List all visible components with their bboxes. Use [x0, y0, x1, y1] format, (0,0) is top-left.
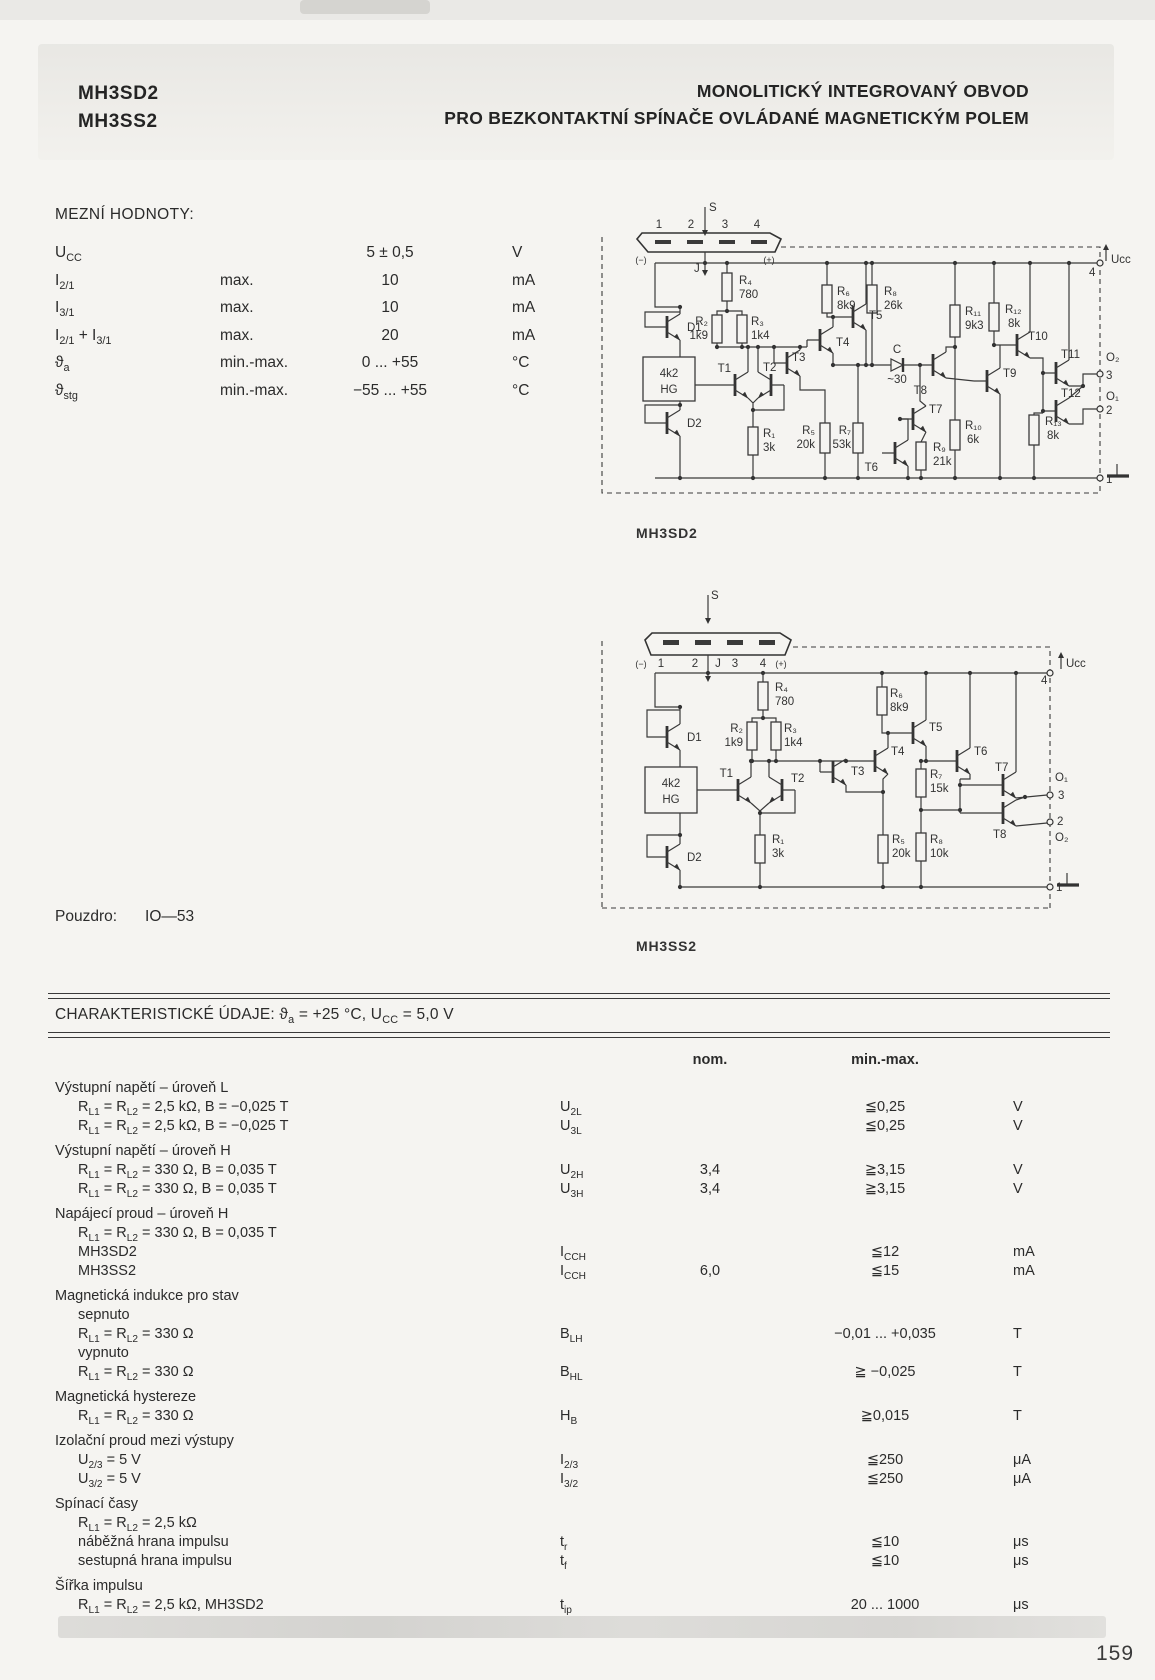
schematic-label: R₁₃: [1045, 416, 1062, 428]
char-row: sepnuto: [78, 1307, 130, 1323]
schematic-label: 8k9: [890, 702, 909, 714]
schematic-label: Ucc: [1066, 658, 1086, 670]
schematic-label: T11: [1061, 349, 1080, 361]
schematic-label: ~30: [887, 374, 907, 386]
schematic-label: T7: [929, 404, 943, 416]
char-row: $R_{L1} = R_{L2} = 2,5$ kΩ, B = −0,025 T $U_{3L}$ ≦0,25 V: [78, 1118, 1023, 1137]
schematic-label: R₇: [838, 425, 851, 437]
schematic-label: (+): [775, 659, 787, 669]
schematic-label: R₇: [930, 769, 943, 781]
char-unit: V: [1013, 1162, 1023, 1178]
schematic-label: 4: [759, 658, 767, 670]
char-unit: μA: [1013, 1471, 1032, 1487]
part-number-2: MH3SS2: [78, 111, 158, 132]
schematic-label: R₁: [772, 834, 785, 846]
char-nom: 3,4: [699, 1162, 721, 1178]
schematic-label: T7: [995, 762, 1009, 774]
scan-smudge-blob: [300, 0, 430, 14]
schematic-label: C: [892, 344, 902, 356]
char-table-title: CHARAKTERISTICKÉ ÚDAJE: $ϑ_a = +25$ °C, $U_{CC} = 5,0$ V: [55, 1006, 454, 1027]
schematic-label: O₁: [1106, 391, 1119, 403]
limit-value: 0 ... +55: [361, 354, 419, 372]
schematic-label: 3: [1106, 370, 1113, 382]
schematic-label: HG: [660, 384, 678, 396]
char-row: $U_{3/2} = 5$ V $I_{3/2}$ ≦250 μA: [78, 1471, 1032, 1490]
rule-mid: [48, 1032, 1110, 1038]
char-unit: μA: [1013, 1452, 1032, 1468]
char-symbol: $t_f$: [560, 1553, 567, 1572]
limit-condition: min.-max.: [220, 381, 289, 399]
limit-value: 20: [381, 326, 399, 344]
column-header-nom: nom.: [692, 1052, 728, 1068]
schematic-label: T5: [869, 310, 883, 322]
schematic-label: R₁₀: [965, 420, 982, 432]
limit-symbol: $I_{2/1} + I_{3/1}$: [55, 326, 112, 347]
char-section: [55, 1495, 1115, 1571]
limits-row: [55, 272, 595, 300]
limit-value: 10: [381, 271, 399, 289]
char-symbol: $t_r$: [560, 1534, 568, 1553]
schematic-label: 1k4: [784, 737, 803, 749]
char-row: $U_{2/3} = 5$ V $I_{2/3}$ ≦250 μA: [78, 1452, 1032, 1471]
limits-row: [55, 244, 595, 272]
schematic-label: 4k2: [659, 368, 679, 380]
schematic-label: J: [694, 263, 700, 275]
schematic-label: 2: [691, 658, 699, 670]
schematic-label: 780: [775, 696, 795, 708]
char-section: [55, 1432, 1115, 1489]
limits-row: [55, 354, 595, 382]
schematic-label: 8k9: [837, 300, 856, 312]
schematic-label: 780: [739, 289, 759, 301]
limit-symbol: $U_{CC}$: [55, 244, 82, 265]
char-symbol: $B_{LH}$: [560, 1326, 583, 1345]
char-row: $R_{L1} = R_{L2} = 2,5$ kΩ, MH3SD2 $t_{ip}$ 20 ... 1000 μs: [78, 1597, 1029, 1616]
char-section-title: Napájecí proud – úroveň H: [55, 1206, 229, 1222]
schematic-label: 3: [721, 219, 729, 231]
limit-unit: °C: [512, 381, 530, 399]
char-section: [55, 1079, 1115, 1136]
limits-row: [55, 327, 595, 355]
limit-unit: °C: [512, 354, 530, 372]
schematic-label: O₂: [1055, 832, 1069, 844]
title-line-2: PRO BEZKONTAKTNÍ SPÍNAČE OVLÁDANÉ MAGNETICKÝM POLEM: [444, 108, 1029, 128]
schematic-label: R₂: [730, 723, 743, 735]
schematic-label: T3: [792, 352, 806, 364]
schematic-label: R₆: [890, 688, 903, 700]
schematic-label: (+): [763, 255, 775, 265]
title-line-1: MONOLITICKÝ INTEGROVANÝ OBVOD: [696, 81, 1029, 101]
schematic-label: T1: [719, 768, 733, 780]
package-line: [55, 908, 222, 926]
schematic-label: T6: [974, 746, 988, 758]
char-symbol: $t_{ip}$: [560, 1597, 572, 1616]
char-row: $R_{L1} = R_{L2} = 2,5$ kΩ, B = −0,025 T $U_{2L}$ ≦0,25 V: [78, 1099, 1023, 1118]
schematic-label: T2: [763, 362, 777, 374]
schematic-label: 21k: [933, 456, 952, 468]
schematic-label: T1: [717, 363, 731, 375]
char-section-title: Magnetická indukce pro stav: [55, 1288, 239, 1304]
char-symbol: $I_{2/3}$: [560, 1452, 579, 1471]
char-unit: T: [1013, 1408, 1022, 1424]
char-unit: mA: [1013, 1244, 1035, 1260]
schematic-label: 3: [731, 658, 739, 670]
schematic-label: Ucc: [1111, 254, 1131, 266]
schematic2-caption: MH3SS2: [636, 938, 697, 954]
char-symbol: $U_{3H}$: [560, 1181, 584, 1200]
char-minmax: ≦0,25: [864, 1099, 906, 1115]
char-minmax: ≦12: [870, 1244, 900, 1260]
schematic-label: T4: [836, 337, 850, 349]
char-section: [55, 1205, 1115, 1281]
schematic-label: T5: [929, 722, 943, 734]
schematic-mh3sd2: [595, 195, 1140, 505]
schematic-label: R₄: [775, 682, 788, 694]
limits-row: [55, 382, 595, 410]
limit-symbol: $I_{2/1}$: [55, 271, 75, 292]
char-symbol: $H_B$: [560, 1408, 578, 1427]
scan-smudge-bottom: [58, 1616, 1106, 1638]
schematic-label: 15k: [930, 783, 949, 795]
schematic-label: 3: [1058, 790, 1065, 802]
package-label: Pouzdro:: [55, 908, 118, 925]
schematic-label: 20k: [892, 848, 911, 860]
limit-condition: min.-max.: [220, 354, 289, 372]
schematic-label: 1: [1056, 882, 1063, 894]
char-unit: V: [1013, 1118, 1023, 1134]
char-section-title: Izolační proud mezi výstupy: [55, 1433, 234, 1449]
char-row: MH3SD2 $I_{CCH}$ ≦12 mA: [78, 1244, 1035, 1263]
schematic-label: 2: [1057, 816, 1064, 828]
limits-title: MEZNÍ HODNOTY:: [55, 206, 195, 223]
schematic-label: 2: [1106, 405, 1113, 417]
limit-condition: max.: [220, 299, 254, 317]
char-nom: 3,4: [699, 1181, 721, 1197]
schematic-label: T8: [913, 385, 927, 397]
schematic-label: T2: [791, 773, 805, 785]
schematic-label: R₂: [695, 316, 708, 328]
char-section-title: Výstupní napětí – úroveň H: [55, 1143, 231, 1159]
schematic-label: R₆: [837, 286, 850, 298]
char-row: $R_{L1} = R_{L2} = 330$ Ω, B = 0,035 T $U_{2H}$ 3,4 ≧3,15 V: [78, 1162, 1023, 1181]
char-symbol: $U_{2L}$: [560, 1099, 582, 1118]
char-symbol: $I_{3/2}$: [560, 1471, 579, 1490]
char-unit: T: [1013, 1364, 1022, 1380]
char-symbol: $I_{CCH}$: [560, 1244, 586, 1263]
schematic-label: T8: [993, 829, 1007, 841]
schematic-label: T4: [891, 746, 905, 758]
schematic-label: (−): [635, 255, 647, 265]
char-row: $R_{L1} = R_{L2} = 330$ Ω $B_{HL}$ ≧ −0,025 T: [78, 1364, 1022, 1383]
char-symbol: $U_{2H}$: [560, 1162, 584, 1181]
limits-row: [55, 299, 595, 327]
schematic-label: 10k: [930, 848, 949, 860]
schematic-label: (−): [635, 659, 647, 669]
schematic-label: D2: [687, 418, 702, 430]
char-row: MH3SS2 $I_{CCH}$ 6,0 ≦15 mA: [78, 1263, 1035, 1282]
schematic-label: R₅: [892, 834, 905, 846]
char-row: $R_{L1} = R_{L2} = 330$ Ω $B_{LH}$ −0,01 ... +0,035 T: [78, 1326, 1022, 1345]
char-minmax: ≧0,015: [860, 1408, 910, 1424]
limit-condition: max.: [220, 271, 254, 289]
schematic-label: 2: [687, 219, 695, 231]
char-section: [55, 1388, 1115, 1426]
char-unit: mA: [1013, 1263, 1035, 1279]
schematic-label: O₁: [1055, 772, 1068, 784]
column-header-minmax: min.-max.: [851, 1052, 919, 1068]
limit-value: 5 ± 0,5: [366, 244, 414, 261]
schematic-label: 1k4: [751, 330, 770, 342]
schematic-label: R₈: [930, 834, 944, 846]
char-unit: μs: [1013, 1553, 1029, 1569]
schematic-label: S: [711, 590, 719, 602]
schematic-label: 3k: [763, 442, 776, 454]
char-section-title: Šířka impulsu: [55, 1578, 143, 1594]
schematic-label: D2: [687, 852, 702, 864]
char-section: [55, 1287, 1115, 1382]
page-title: [444, 78, 1029, 132]
limit-unit: V: [512, 244, 523, 261]
char-row: náběžná hrana impulsu $t_r$ ≦10 μs: [78, 1534, 1029, 1553]
char-unit: V: [1013, 1099, 1023, 1115]
char-minmax: ≦15: [870, 1263, 900, 1279]
char-minmax: ≧ −0,025: [854, 1364, 916, 1380]
package-value: IO—53: [145, 908, 195, 925]
schematic-label: HG: [662, 794, 680, 806]
char-minmax: ≦10: [870, 1534, 900, 1550]
schematic-label: 8k: [1047, 430, 1060, 442]
schematic-label: 3k: [772, 848, 785, 860]
char-minmax: 20 ... 1000: [850, 1597, 920, 1613]
schematic-label: T3: [851, 766, 865, 778]
char-minmax: ≦10: [870, 1553, 900, 1569]
schematic-label: O₂: [1106, 352, 1120, 364]
schematic-label: R₈: [884, 286, 898, 298]
scan-smudge-top: [0, 0, 1155, 20]
limit-value: −55 ... +55: [352, 381, 428, 399]
char-symbol: $U_{3L}$: [560, 1118, 582, 1137]
char-symbol: $B_{HL}$: [560, 1364, 583, 1383]
char-symbol: $I_{CCH}$: [560, 1263, 586, 1282]
schematic-label: 1: [1106, 474, 1113, 486]
schematic-label: R₁₂: [1005, 304, 1022, 316]
char-minmax: −0,01 ... +0,035: [834, 1326, 936, 1342]
schematic-label: 1: [655, 219, 663, 231]
char-row: $R_{L1} = R_{L2} = 330$ Ω, B = 0,035 T: [78, 1225, 277, 1244]
schematic-label: 53k: [832, 439, 851, 451]
limit-unit: mA: [512, 326, 536, 344]
limit-unit: mA: [512, 299, 536, 317]
char-table: [55, 1073, 1115, 1615]
char-nom: 6,0: [699, 1263, 721, 1279]
schematic-label: 4: [1089, 267, 1096, 279]
char-row: $R_{L1} = R_{L2} = 330$ Ω, B = 0,035 T $U_{3H}$ 3,4 ≧3,15 V: [78, 1181, 1023, 1200]
schematic-label: T10: [1028, 331, 1048, 343]
char-section: [55, 1577, 1115, 1615]
schematic-label: 4: [1041, 675, 1048, 687]
limit-value: 10: [381, 299, 399, 317]
limits-table: [55, 244, 595, 410]
char-section-title: Magnetická hystereze: [55, 1389, 197, 1405]
schematic-label: 26k: [884, 300, 903, 312]
char-section: [55, 1142, 1115, 1199]
limit-symbol: $I_{3/1}$: [55, 299, 75, 320]
schematic-label: T9: [1003, 368, 1017, 380]
char-minmax: ≦250: [866, 1452, 904, 1468]
schematic-label: D1: [687, 322, 702, 334]
char-section-title: Výstupní napětí – úroveň L: [55, 1080, 229, 1096]
schematic-mh3ss2: [595, 585, 1105, 915]
char-unit: μs: [1013, 1597, 1029, 1613]
part-numbers: [78, 80, 159, 136]
limit-symbol: $ϑ_{stg}$: [55, 381, 78, 403]
schematic-label: 1: [657, 658, 665, 670]
schematic-label: R₃: [784, 723, 797, 735]
schematic-label: 1k9: [689, 330, 708, 342]
char-minmax: ≧3,15: [864, 1162, 906, 1178]
schematic-label: R₁: [763, 428, 776, 440]
schematic-label: T6: [864, 462, 878, 474]
limit-unit: mA: [512, 271, 536, 289]
schematic-label: 1k9: [724, 737, 743, 749]
schematic-label: R₉: [933, 442, 946, 454]
char-row: sestupná hrana impulsu $t_f$ ≦10 μs: [78, 1553, 1029, 1572]
page-number: 159: [1096, 1642, 1135, 1665]
char-unit: V: [1013, 1181, 1023, 1197]
part-number-1: MH3SD2: [78, 83, 159, 104]
schematic-label: J: [715, 658, 721, 670]
char-minmax: ≧3,15: [864, 1181, 906, 1197]
schematic-label: T12: [1061, 388, 1081, 400]
char-minmax: ≦250: [866, 1471, 904, 1487]
schematic-label: R₅: [802, 425, 815, 437]
char-unit: μs: [1013, 1534, 1029, 1550]
schematic-label: 6k: [967, 434, 980, 446]
schematic-label: R₁₁: [965, 306, 982, 318]
schematic-label: R₃: [751, 316, 764, 328]
char-row: $R_{L1} = R_{L2} = 330$ Ω $H_B$ ≧0,015 T: [78, 1408, 1022, 1427]
char-minmax: ≦0,25: [864, 1118, 906, 1134]
schematic1-caption: MH3SD2: [636, 525, 698, 541]
schematic-label: 4k2: [661, 778, 681, 790]
char-unit: T: [1013, 1326, 1022, 1342]
schematic-label: R₄: [739, 275, 752, 287]
schematic-label: 20k: [796, 439, 815, 451]
char-row: $R_{L1} = R_{L2} = 2,5$ kΩ: [78, 1515, 197, 1534]
rule-top: [48, 993, 1110, 999]
limit-condition: max.: [220, 326, 254, 344]
schematic-label: 9k3: [965, 320, 984, 332]
schematic-label: 8k: [1008, 318, 1021, 330]
char-section-title: Spínací časy: [55, 1496, 139, 1512]
limit-symbol: $ϑ_a$: [55, 354, 70, 375]
char-row: vypnuto: [78, 1345, 129, 1361]
schematic-label: S: [709, 202, 717, 214]
schematic-label: D1: [687, 732, 702, 744]
schematic-label: 4: [753, 219, 761, 231]
